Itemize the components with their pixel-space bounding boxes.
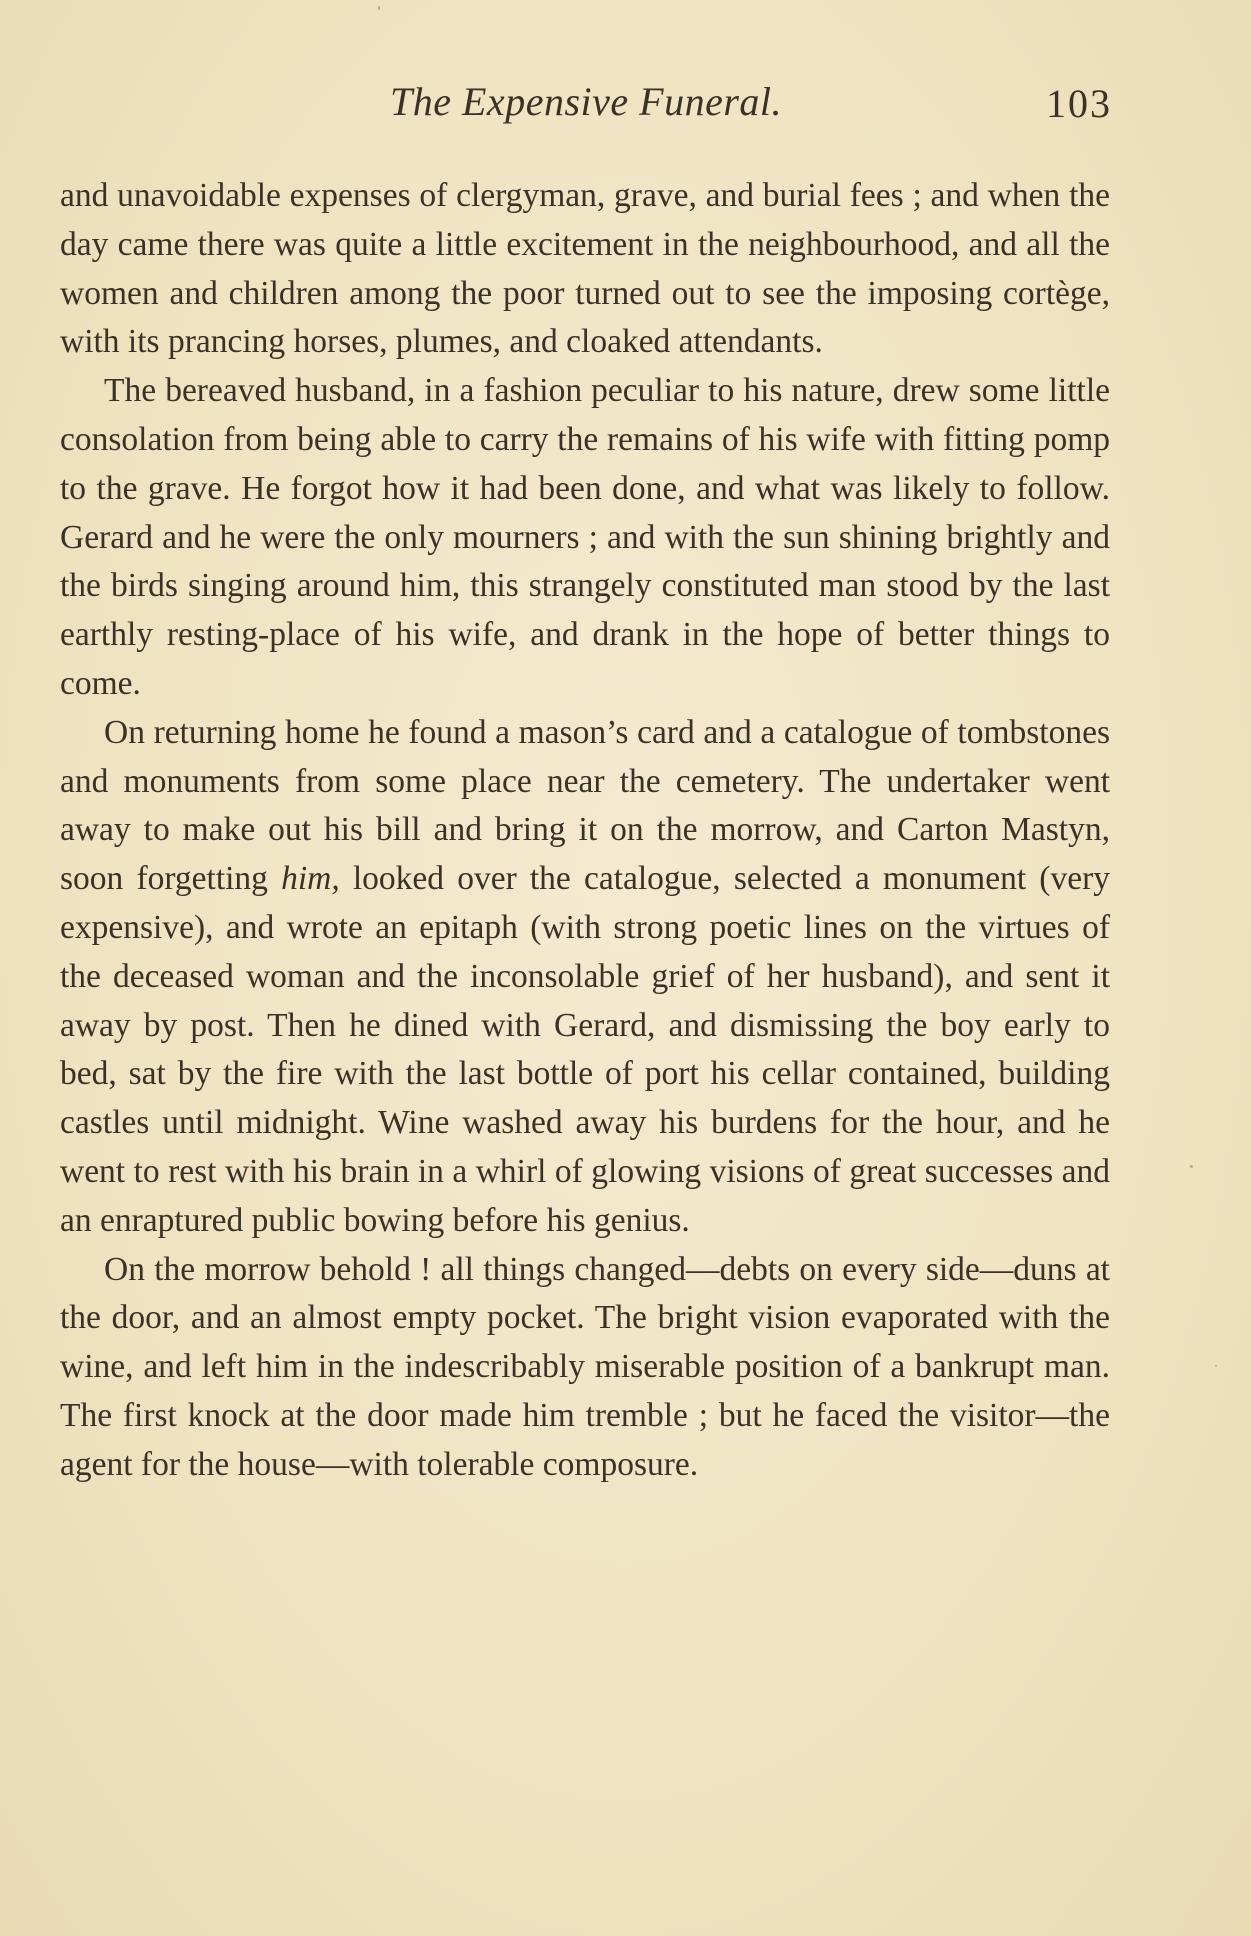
paper-speck [1215,1365,1217,1367]
paper-speck [1190,1165,1193,1168]
body-text [60,172,1110,1490]
paper-speck [378,6,380,10]
paragraph-1: and unavoidable expenses of clergyman, grave, and burial fees ; and when the day came there was quite a little excitement in the neighbourhood, and all the women and children among the poor turned out to see the imposing cortège, with its prancing horses, plumes, and cloaked attendants. [60,177,1110,361]
page-number: 103 [1046,81,1112,126]
running-head [60,78,1112,138]
paragraph-3 [60,709,1110,1246]
paragraph-3-part-1: On returning home he found a mason’s card and a catalogue of tombstones and monuments from some place near the cemetery. The undertaker went away to make out his bill and bring it on the morrow, and Carton Mastyn, soon forgetting [60,713,1110,898]
paragraph-3-part-2: looked over the catalogue, selected a monument (very expensive), and wrote an epitaph (with strong poetic lines on the virtues of the deceased woman and the inconsolable grief of her husband), and sent it away by post. Then he dined with Gerard, and dismissing the boy early to bed, sat by the fire with the last bottle of port his cellar contained, building castles until midnight. Wine washed away his burdens for the hour, and he went to rest with his brain in a whirl of glowing visions of great successes and an enraptured public bowing before his genius. [60,860,1110,1239]
italic-word: him, [281,860,340,898]
paragraph-4: On the morrow behold ! all things changed—debts on every side—duns at the door, and an almost empty pocket. The bright vision evaporated with the wine, and left him in the indescribably miserable position of a bankrupt man. The first knock at the door made him tremble ; but he faced the visitor—the agent for the house—with tolerable composure. [60,1250,1110,1483]
paragraph-2: The bereaved husband, in a fashion peculiar to his nature, drew some little consolation from being able to carry the remains of his wife with fitting pomp to the grave. He forgot how it had been done, and what was likely to follow. Gerard and he were the only mourners ; and with the sun shining brightly and the birds singing around him, this strangely constituted man stood by the last earthly resting-place of his wife, and drank in the hope of better things to come. [60,372,1110,702]
running-title: The Expensive Funeral. [390,79,782,124]
